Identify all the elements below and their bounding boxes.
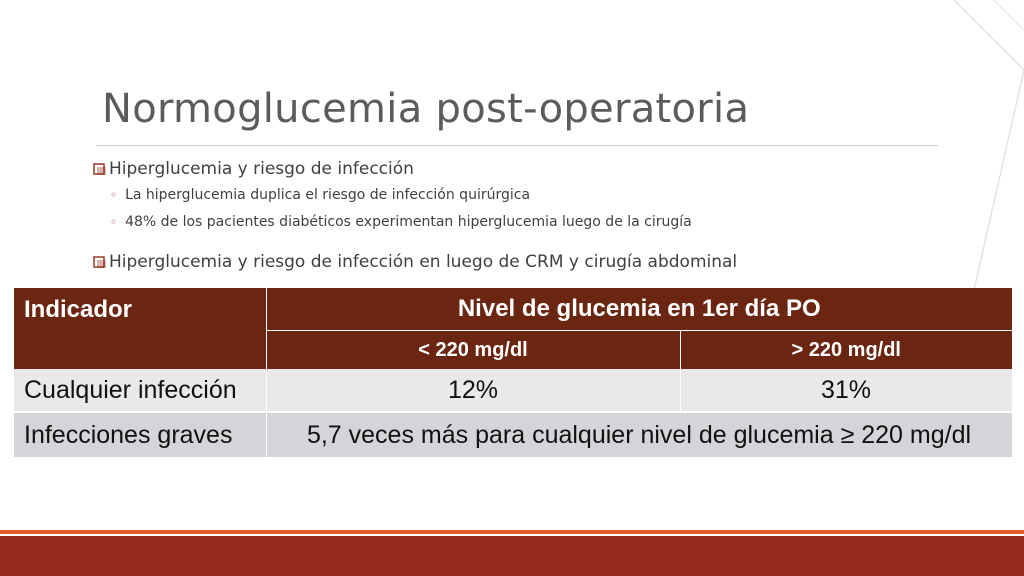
checkbox-bullet-icon — [93, 162, 107, 176]
title-divider — [96, 145, 938, 146]
checkbox-bullet-icon — [93, 255, 107, 269]
bullet-item-1 — [93, 159, 414, 179]
ring-bullet-icon: ◦ — [110, 188, 118, 202]
row-label: Cualquier infección — [14, 369, 266, 412]
sub-bullet-text: 48% de los pacientes diabéticos experimentan hiperglucemia luego de la cirugía — [125, 214, 692, 230]
cell-high-value: 31% — [680, 369, 1012, 412]
cell-low-value: 12% — [266, 369, 680, 412]
footer-bar — [0, 536, 1024, 576]
slide-title: Normoglucemia post-operatoria — [102, 86, 750, 132]
sub-bullet-item — [110, 187, 530, 203]
header-nivel-glucemia: Nivel de glucemia en 1er día PO — [266, 288, 1012, 331]
glucose-infection-table — [14, 288, 1013, 457]
sub-bullet-text: La hiperglucemia duplica el riesgo de infección quirúrgica — [125, 187, 531, 203]
decorative-corner-lines — [954, 0, 1024, 300]
header-indicador: Indicador — [14, 288, 266, 369]
subheader-high: > 220 mg/dl — [680, 331, 1012, 370]
subheader-low: < 220 mg/dl — [266, 331, 680, 370]
bullet-item-2 — [93, 252, 737, 272]
bullet-text: Hiperglucemia y riesgo de infección en luego de CRM y cirugía abdominal — [109, 252, 738, 272]
footer-accent-line — [0, 530, 1024, 534]
bullet-text: Hiperglucemia y riesgo de infección — [109, 159, 414, 179]
ring-bullet-icon: ◦ — [110, 215, 118, 229]
sub-bullet-item — [110, 214, 692, 230]
table-row — [14, 412, 1012, 457]
cell-merged-value: 5,7 veces más para cualquier nivel de glucemia ≥ 220 mg/dl — [266, 412, 1012, 457]
table-row — [14, 369, 1012, 412]
row-label: Infecciones graves — [14, 412, 266, 457]
